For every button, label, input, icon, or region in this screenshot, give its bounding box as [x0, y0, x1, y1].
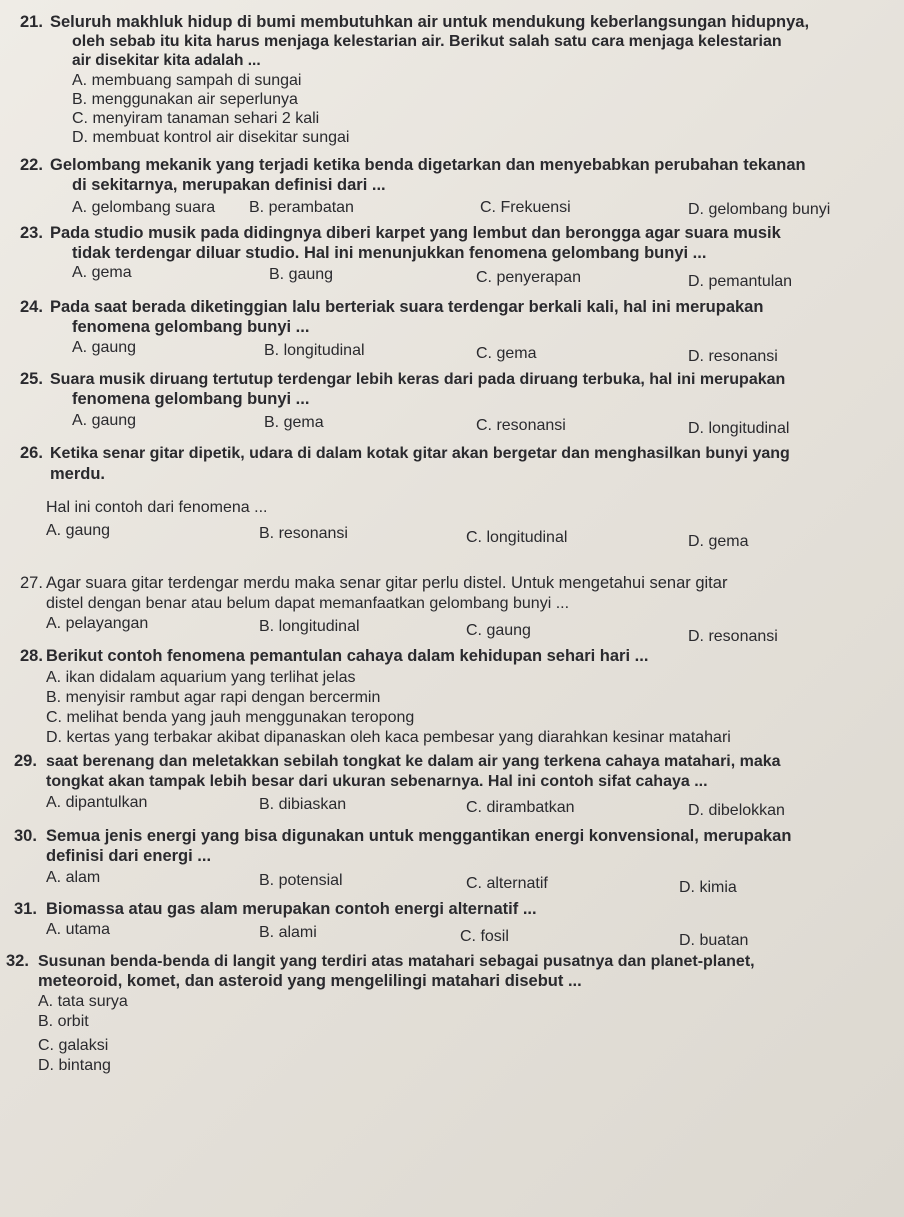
question-text-line: Gelombang mekanik yang terjadi ketika benda digetarkan dan menyebabkan perubahan tekanan — [50, 156, 806, 174]
question-text-line: tidak terdengar diluar studio. Hal ini menunjukkan fenomena gelombang bunyi ... — [72, 244, 707, 262]
answer-option[interactable]: B. longitudinal — [264, 342, 365, 359]
answer-option[interactable]: B. alami — [259, 924, 317, 941]
answer-option[interactable]: D. resonansi — [688, 348, 778, 365]
question-text-line: fenomena gelombang bunyi ... — [72, 318, 310, 336]
answer-option[interactable]: D. membuat kontrol air disekitar sungai — [72, 129, 350, 146]
answer-option[interactable]: D. buatan — [679, 932, 749, 949]
answer-option[interactable]: A. tata surya — [38, 993, 128, 1010]
answer-option[interactable]: A. dipantulkan — [46, 794, 148, 811]
question-text-line: Susunan benda-benda di langit yang terdiri atas matahari sebagai pusatnya dan planet-planet, — [38, 953, 755, 970]
answer-option[interactable]: D. gelombang bunyi — [688, 201, 831, 218]
question-number: 25. — [20, 370, 43, 388]
question-number: 28. — [20, 647, 43, 665]
question-text-line: definisi dari energi ... — [46, 847, 212, 865]
question-number: 23. — [20, 224, 43, 242]
answer-option[interactable]: C. gema — [476, 345, 537, 362]
answer-option[interactable]: D. kimia — [679, 879, 737, 896]
answer-option[interactable]: C. galaksi — [38, 1037, 109, 1054]
answer-option[interactable]: D. bintang — [38, 1057, 111, 1074]
question-text-line: Pada studio musik pada didingnya diberi karpet yang lembut dan berongga agar suara musik — [50, 224, 781, 242]
answer-option[interactable]: C. menyiram tanaman sehari 2 kali — [72, 110, 320, 127]
question-number: 32. — [6, 952, 29, 970]
answer-option[interactable]: D. dibelokkan — [688, 802, 785, 819]
question-text-line: Semua jenis energi yang bisa digunakan untuk menggantikan energi konvensional, merupakan — [46, 827, 792, 845]
answer-option[interactable]: C. penyerapan — [476, 269, 581, 286]
question-number: 27. — [20, 574, 43, 592]
answer-option[interactable]: B. gaung — [269, 266, 334, 283]
question-text-line: Hal ini contoh dari fenomena ... — [46, 499, 268, 516]
answer-option[interactable]: D. gema — [688, 533, 749, 550]
question-number: 30. — [14, 827, 37, 845]
question-text-line: Berikut contoh fenomena pemantulan cahaya dalam kehidupan sehari hari ... — [46, 647, 649, 665]
answer-option[interactable]: C. dirambatkan — [466, 799, 575, 816]
answer-option[interactable]: B. gema — [264, 414, 324, 431]
answer-option[interactable]: A. alam — [46, 869, 101, 886]
question-text-line: fenomena gelombang bunyi ... — [72, 390, 310, 408]
answer-option[interactable]: A. gaung — [72, 339, 137, 356]
question-text-line: Pada saat berada diketinggian lalu berteriak suara terdengar berkali kali, hal ini merupakan — [50, 298, 764, 316]
question-text-line: saat berenang dan meletakkan sebilah tongkat ke dalam air yang terkena cahaya matahari, maka — [46, 753, 781, 770]
answer-option[interactable]: C. fosil — [460, 928, 509, 945]
question-number: 24. — [20, 298, 43, 316]
answer-option[interactable]: A. ikan didalam aquarium yang terlihat jelas — [46, 669, 356, 686]
answer-option[interactable]: A. utama — [46, 921, 111, 938]
question-text-line: merdu. — [50, 465, 106, 483]
answer-option[interactable]: B. menyisir rambut agar rapi dengan bercermin — [46, 689, 381, 706]
question-text-line: Ketika senar gitar dipetik, udara di dalam kotak gitar akan bergetar dan menghasilkan bunyi yang — [50, 445, 790, 462]
answer-option[interactable]: A. gaung — [72, 412, 137, 429]
answer-option[interactable]: D. kertas yang terbakar akibat dipanaskan oleh kaca pembesar yang diarahkan kesinar matahari — [46, 729, 731, 746]
answer-option[interactable]: B. potensial — [259, 872, 343, 889]
question-text-line: Seluruh makhluk hidup di bumi membutuhkan air untuk mendukung keberlangsungan hidupnya, — [50, 13, 810, 31]
answer-option[interactable]: D. resonansi — [688, 628, 778, 645]
answer-option[interactable]: C. melihat benda yang jauh menggunakan teropong — [46, 709, 415, 726]
question-number: 26. — [20, 444, 43, 462]
question-number: 31. — [14, 900, 37, 918]
question-text-line: oleh sebab itu kita harus menjaga kelestarian air. Berikut salah satu cara menjaga kelestarian — [72, 33, 782, 50]
question-text-line: air disekitar kita adalah ... — [72, 52, 261, 69]
answer-option[interactable]: A. gaung — [46, 522, 111, 539]
question-number: 21. — [20, 13, 43, 31]
question-text-line: Suara musik diruang tertutup terdengar lebih keras dari pada diruang terbuka, hal ini merupakan — [50, 371, 786, 388]
answer-option[interactable]: C. longitudinal — [466, 529, 568, 546]
question-text-line: distel dengan benar atau belum dapat memanfaatkan gelombang bunyi ... — [46, 595, 570, 612]
answer-option[interactable]: B. orbit — [38, 1013, 89, 1030]
answer-option[interactable]: B. perambatan — [249, 199, 354, 216]
answer-option[interactable]: B. dibiaskan — [259, 796, 347, 813]
answer-option[interactable]: A. membuang sampah di sungai — [72, 72, 302, 89]
answer-option[interactable]: A. gema — [72, 264, 132, 281]
answer-option[interactable]: C. resonansi — [476, 417, 566, 434]
answer-option[interactable]: D. pemantulan — [688, 273, 793, 290]
answer-option[interactable]: B. longitudinal — [259, 618, 360, 635]
answer-option[interactable]: C. gaung — [466, 622, 531, 639]
question-number: 29. — [14, 752, 37, 770]
question-text-line: tongkat akan tampak lebih besar dari ukuran sebenarnya. Hal ini contoh sifat cahaya ... — [46, 773, 708, 790]
question-text-line: di sekitarnya, merupakan definisi dari ... — [72, 176, 386, 194]
answer-option[interactable]: A. pelayangan — [46, 615, 149, 632]
answer-option[interactable]: A. gelombang suara — [72, 199, 216, 216]
answer-option[interactable]: C. Frekuensi — [480, 199, 571, 216]
answer-option[interactable]: B. menggunakan air seperlunya — [72, 91, 298, 108]
answer-option[interactable]: C. alternatif — [466, 875, 548, 892]
question-text-line: Biomassa atau gas alam merupakan contoh energi alternatif ... — [46, 900, 537, 918]
question-number: 22. — [20, 156, 43, 174]
answer-option[interactable]: B. resonansi — [259, 525, 348, 542]
question-text-line: meteoroid, komet, dan asteroid yang mengelilingi matahari disebut ... — [38, 972, 582, 990]
answer-option[interactable]: D. longitudinal — [688, 420, 790, 437]
question-text-line: Agar suara gitar terdengar merdu maka senar gitar perlu distel. Untuk mengetahui senar gitar — [46, 574, 728, 592]
